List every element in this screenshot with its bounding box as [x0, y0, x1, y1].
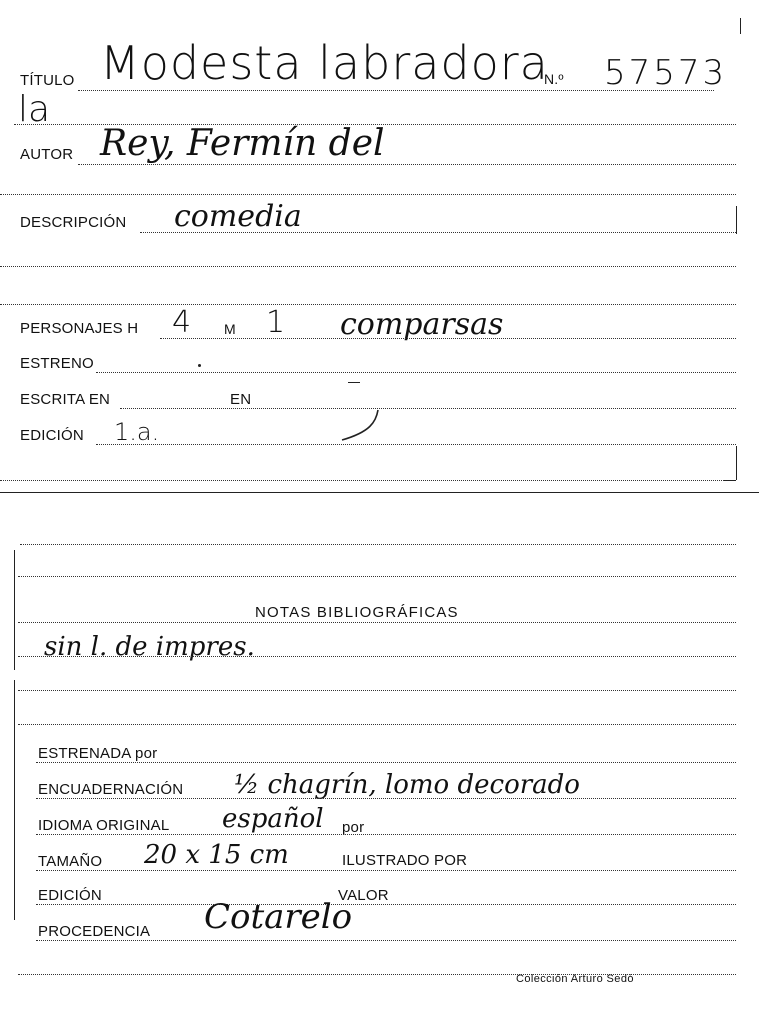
descripcion-line-3 — [0, 304, 736, 305]
encuadernacion-value: ½ chagrín, lomo decorado — [234, 770, 580, 800]
autor-label: AUTOR — [20, 146, 74, 163]
edicion-value: 1.a. — [114, 418, 160, 446]
en-label: EN — [230, 391, 252, 408]
titulo-line — [78, 90, 714, 91]
por-label: por — [342, 819, 365, 836]
titulo-label: TÍTULO — [20, 72, 75, 89]
encuadernacion-label: ENCUADERNACIÓN — [38, 781, 184, 798]
personajes-label: PERSONAJES H — [20, 320, 139, 337]
autor-value: Rey, Fermín del — [100, 123, 385, 164]
procedencia-value: Cotarelo — [204, 897, 353, 937]
descripcion-value: comedia — [174, 199, 302, 234]
stray-mark — [198, 364, 201, 367]
personajes-m-label: M — [224, 321, 236, 337]
back-edicion-label: EDICIÓN — [38, 887, 102, 904]
catalog-card-front — [0, 0, 759, 495]
valor-label: VALOR — [338, 887, 389, 904]
front-top-mark — [740, 18, 741, 34]
autor-line-2 — [0, 194, 736, 195]
edicion-label: EDICIÓN — [20, 427, 84, 444]
tamano-label: TAMAÑO — [38, 853, 103, 870]
personajes-line — [160, 338, 736, 339]
back-line-1 — [18, 576, 736, 577]
estrenada-label: ESTRENADA por — [38, 745, 158, 762]
back-left-edge-2 — [14, 680, 15, 920]
front-bottom-line — [0, 480, 736, 481]
back-top-line — [20, 544, 736, 545]
escrita-line — [120, 408, 736, 409]
footer-credit: Colección Arturo Sedó — [516, 973, 634, 985]
tamano-value: 20 x 15 cm — [144, 840, 289, 870]
estreno-line — [96, 372, 736, 373]
notas-line — [18, 622, 736, 623]
titulo-value-cont: la — [18, 89, 51, 130]
descripcion-label: DESCRIPCIÓN — [20, 214, 127, 231]
notas-value: sin l. de impres. — [44, 632, 255, 662]
idioma-value: español — [222, 804, 324, 834]
estreno-label: ESTRENO — [20, 355, 94, 372]
personajes-extra-value: comparsas — [340, 307, 504, 342]
encuadernacion-line — [36, 798, 736, 799]
escrita-en-label: ESCRITA EN — [20, 391, 111, 408]
catalog-card-back — [0, 500, 759, 1028]
personajes-m-value: 1 — [266, 305, 286, 340]
autor-line — [78, 164, 736, 165]
estrenada-line — [36, 762, 736, 763]
pen-stroke — [336, 408, 386, 444]
tamano-line — [36, 870, 736, 871]
edicion-back-line — [36, 904, 736, 905]
notas-line-2 — [18, 656, 736, 657]
personajes-h-value: 4 — [172, 305, 192, 340]
notas-line-4 — [18, 724, 736, 725]
edicion-line — [96, 444, 736, 445]
front-corner-tick — [724, 480, 736, 481]
procedencia-line — [36, 940, 736, 941]
ilustrado-label: ILUSTRADO POR — [342, 852, 468, 869]
notas-title: NOTAS BIBLIOGRÁFICAS — [255, 604, 459, 621]
front-right-edge — [736, 206, 737, 234]
procedencia-label: PROCEDENCIA — [38, 923, 151, 940]
idioma-line — [36, 834, 736, 835]
notas-line-3 — [18, 690, 736, 691]
titulo-value: Modesta labradora — [100, 36, 549, 90]
numero-mark: N.º — [544, 71, 564, 87]
front-right-edge-2 — [736, 446, 737, 480]
back-left-edge — [14, 550, 15, 670]
idioma-label: IDIOMA ORIGINAL — [38, 817, 170, 834]
descripcion-line-2 — [0, 266, 736, 267]
front-bottom-edge — [0, 492, 759, 493]
descripcion-line — [140, 232, 736, 233]
dash-mark — [348, 382, 360, 383]
numero-value: 57573 — [604, 53, 728, 93]
